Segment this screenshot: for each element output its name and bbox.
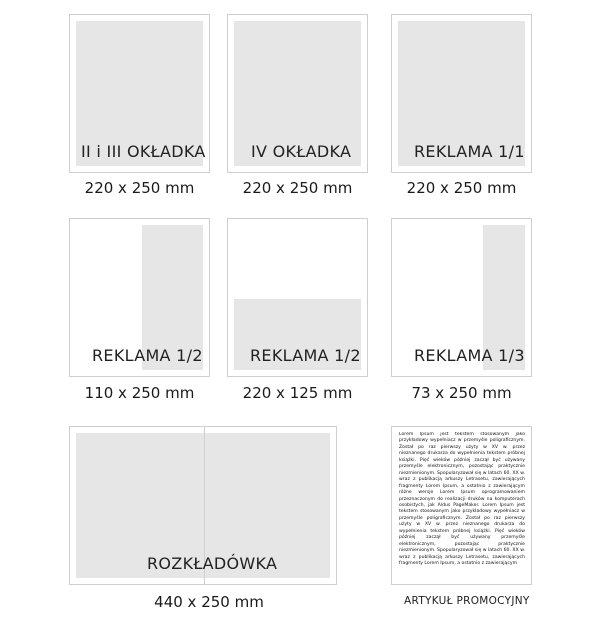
format-label: IV OKŁADKA: [251, 142, 352, 161]
format-size: 220 x 250 mm: [84, 179, 195, 197]
format-size: 440 x 250 mm: [154, 593, 264, 611]
format-size: 220 x 250 mm: [406, 179, 517, 197]
format-size: 220 x 250 mm: [242, 179, 353, 197]
format-card-full-page: [391, 14, 532, 173]
format-card-inside-cover: [69, 14, 210, 173]
article-caption: ARTYKUŁ PROMOCYJNY: [404, 595, 530, 607]
format-label: REKLAMA 1/2: [250, 346, 361, 365]
article-body: Lorem Ipsum jest tekstem stosowanym jako przykładowy wypełniacz w przemyśle poligraficznym. Został po raz pierwszy użyty w XV w. przez nieznanego drukarza do wypełnienia tekstem próbnej książki. Pięć wieków później zaczął być używany przemyśle elektronicznym, pozostając praktycznie niezmienionym. Spopularyzował się w latach 60. XX w. wraz z publikacją arkuszy Letrasetu, zawierających fragmenty Lorem Ipsum, a ostatnio z zawierającym różne wersje Lorem Ipsum oprogramowaniem przeznaczonym do realizacji druków na komputerach osobistych, jak Aldus PageMaker. Lorem Ipsum jest tekstem stosowanym jako przykładowy wypełniacz w przemyśle poligraficznym. Został po raz pierwszy użyty w XV w. przez nieznanego drukarza do wypełnienia tekstem próbnej książki. Pięć wieków później zaczął być używany przemyśle elektronicznym, pozostając praktycznie niezmienionym. Spopularyzował się w latach 60. XX w. wraz z publikacją arkuszy Letrasetu, zawierających fragmenty Lorem Ipsum, a ostatnio z zawierającym: [399, 432, 525, 567]
format-label: REKLAMA 1/2: [92, 346, 203, 365]
format-label: II i III OKŁADKA: [81, 142, 206, 161]
format-label: REKLAMA 1/1: [414, 142, 525, 161]
format-size: 110 x 250 mm: [84, 384, 195, 402]
format-card-half-horizontal: [227, 218, 368, 377]
format-size: 220 x 125 mm: [242, 384, 353, 402]
format-card-back-cover: [227, 14, 368, 173]
format-label: ROZKŁADÓWKA: [147, 554, 278, 573]
format-card-third-vertical: [391, 218, 532, 377]
article-card: [391, 426, 532, 585]
format-label: REKLAMA 1/3: [414, 346, 525, 365]
format-size: 73 x 250 mm: [411, 384, 512, 402]
format-card-spread: [69, 426, 337, 585]
format-card-half-vertical: [69, 218, 210, 377]
